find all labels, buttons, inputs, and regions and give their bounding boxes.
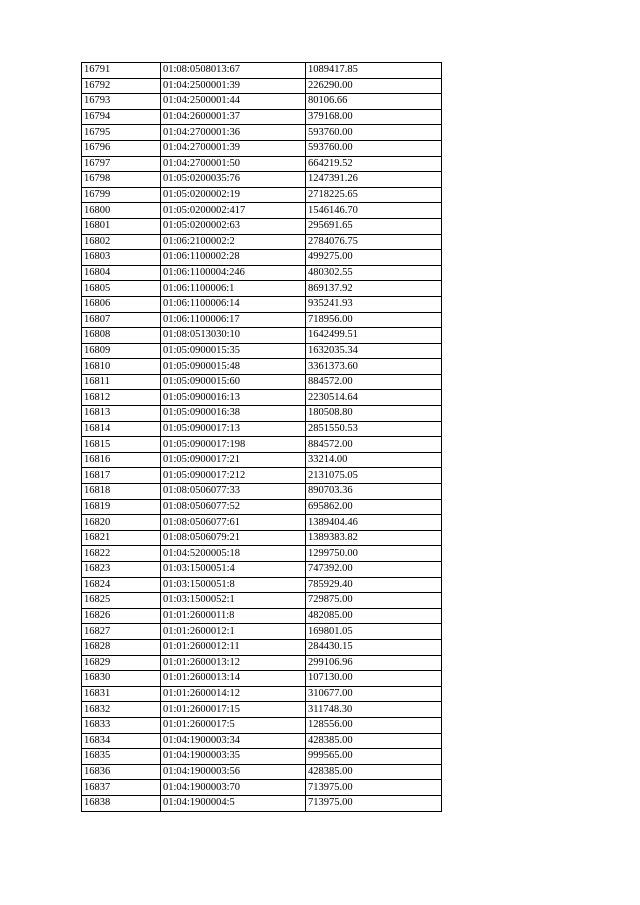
table-row: [82, 733, 442, 749]
table-row: [82, 530, 442, 546]
value-cell: 999565.00: [306, 749, 442, 765]
value-cell: 428385.00: [306, 733, 442, 749]
value-cell: 499275.00: [306, 250, 442, 266]
table-row: [82, 218, 442, 234]
row-number-cell: 16830: [82, 671, 161, 687]
row-number-cell: 16796: [82, 140, 161, 156]
row-number-cell: 16791: [82, 63, 161, 79]
cadastral-number-cell: 01:01:2600017:5: [161, 717, 306, 733]
table-row: [82, 795, 442, 811]
row-number-cell: 16814: [82, 421, 161, 437]
table-row: [82, 172, 442, 188]
row-number-cell: 16832: [82, 702, 161, 718]
row-number-cell: 16824: [82, 577, 161, 593]
table-row: [82, 780, 442, 796]
value-cell: 1247391.26: [306, 172, 442, 188]
cadastral-number-cell: 01:06:1100006:17: [161, 312, 306, 328]
table-row: [82, 328, 442, 344]
table-row: [82, 562, 442, 578]
value-cell: 729875.00: [306, 593, 442, 609]
value-cell: 107130.00: [306, 671, 442, 687]
table-row: [82, 452, 442, 468]
row-number-cell: 16818: [82, 484, 161, 500]
value-cell: 785929.40: [306, 577, 442, 593]
value-cell: 869137.92: [306, 281, 442, 297]
table-row: [82, 359, 442, 375]
row-number-cell: 16797: [82, 156, 161, 172]
row-number-cell: 16792: [82, 78, 161, 94]
cadastral-number-cell: 01:04:1900003:34: [161, 733, 306, 749]
cadastral-number-cell: 01:04:2700001:36: [161, 125, 306, 141]
row-number-cell: 16795: [82, 125, 161, 141]
value-cell: 3361373.60: [306, 359, 442, 375]
value-cell: 311748.30: [306, 702, 442, 718]
value-cell: 284430.15: [306, 639, 442, 655]
cadastral-number-cell: 01:01:2600017:15: [161, 702, 306, 718]
cadastral-number-cell: 01:05:0900017:212: [161, 468, 306, 484]
cadastral-number-cell: 01:08:0513030:10: [161, 328, 306, 344]
cadastral-number-cell: 01:05:0900017:198: [161, 437, 306, 453]
cadastral-number-cell: 01:04:2700001:50: [161, 156, 306, 172]
row-number-cell: 16835: [82, 749, 161, 765]
value-cell: 1546146.70: [306, 203, 442, 219]
table-row: [82, 94, 442, 110]
cadastral-number-cell: 01:03:1500051:8: [161, 577, 306, 593]
row-number-cell: 16837: [82, 780, 161, 796]
cadastral-number-cell: 01:01:2600013:14: [161, 671, 306, 687]
row-number-cell: 16807: [82, 312, 161, 328]
table-row: [82, 546, 442, 562]
table-row: [82, 717, 442, 733]
value-cell: 80106.66: [306, 94, 442, 110]
cadastral-number-cell: 01:04:2600001:37: [161, 109, 306, 125]
cadastral-number-cell: 01:04:1900003:56: [161, 764, 306, 780]
cadastral-number-cell: 01:06:1100006:1: [161, 281, 306, 297]
value-cell: 2230514.64: [306, 390, 442, 406]
cadastral-number-cell: 01:06:1100002:28: [161, 250, 306, 266]
row-number-cell: 16813: [82, 406, 161, 422]
table-row: [82, 593, 442, 609]
table-row: [82, 374, 442, 390]
cadastral-number-cell: 01:06:1100004:246: [161, 265, 306, 281]
value-cell: 169801.05: [306, 624, 442, 640]
row-number-cell: 16825: [82, 593, 161, 609]
row-number-cell: 16834: [82, 733, 161, 749]
table-body: [82, 63, 442, 812]
row-number-cell: 16820: [82, 515, 161, 531]
row-number-cell: 16823: [82, 562, 161, 578]
cadastral-number-cell: 01:05:0900016:13: [161, 390, 306, 406]
table-row: [82, 499, 442, 515]
table-row: [82, 608, 442, 624]
value-cell: 310677.00: [306, 686, 442, 702]
table-row: [82, 437, 442, 453]
cadastral-number-cell: 01:05:0900015:35: [161, 343, 306, 359]
value-cell: 428385.00: [306, 764, 442, 780]
value-cell: 695862.00: [306, 499, 442, 515]
cadastral-number-cell: 01:03:1500051:4: [161, 562, 306, 578]
table-row: [82, 655, 442, 671]
cadastral-number-cell: 01:04:2500001:44: [161, 94, 306, 110]
cadastral-number-cell: 01:05:0900017:13: [161, 421, 306, 437]
table-row: [82, 296, 442, 312]
row-number-cell: 16804: [82, 265, 161, 281]
value-cell: 718956.00: [306, 312, 442, 328]
row-number-cell: 16819: [82, 499, 161, 515]
row-number-cell: 16828: [82, 639, 161, 655]
value-cell: 128556.00: [306, 717, 442, 733]
table-row: [82, 203, 442, 219]
value-cell: 299106.96: [306, 655, 442, 671]
table-row: [82, 281, 442, 297]
value-cell: 226290.00: [306, 78, 442, 94]
cadastral-number-cell: 01:03:1500052:1: [161, 593, 306, 609]
value-cell: 664219.52: [306, 156, 442, 172]
value-cell: 884572.00: [306, 437, 442, 453]
cadastral-number-cell: 01:06:2100002:2: [161, 234, 306, 250]
table-row: [82, 468, 442, 484]
cadastral-number-cell: 01:01:2600014:12: [161, 686, 306, 702]
row-number-cell: 16802: [82, 234, 161, 250]
cadastral-number-cell: 01:08:0506077:61: [161, 515, 306, 531]
cadastral-number-cell: 01:04:5200005:18: [161, 546, 306, 562]
row-number-cell: 16793: [82, 94, 161, 110]
row-number-cell: 16794: [82, 109, 161, 125]
table-row: [82, 686, 442, 702]
table-row: [82, 156, 442, 172]
value-cell: 1389404.46: [306, 515, 442, 531]
row-number-cell: 16817: [82, 468, 161, 484]
cadastral-number-cell: 01:05:0900015:48: [161, 359, 306, 375]
value-cell: 180508.80: [306, 406, 442, 422]
table-row: [82, 406, 442, 422]
value-cell: 935241.93: [306, 296, 442, 312]
table-row: [82, 109, 442, 125]
cadastral-number-cell: 01:05:0900015:60: [161, 374, 306, 390]
value-cell: 33214.00: [306, 452, 442, 468]
row-number-cell: 16801: [82, 218, 161, 234]
cadastral-number-cell: 01:04:1900003:70: [161, 780, 306, 796]
cadastral-number-cell: 01:06:1100006:14: [161, 296, 306, 312]
cadastral-number-cell: 01:08:0506077:33: [161, 484, 306, 500]
row-number-cell: 16826: [82, 608, 161, 624]
value-cell: 295691.65: [306, 218, 442, 234]
value-cell: 713975.00: [306, 795, 442, 811]
value-cell: 747392.00: [306, 562, 442, 578]
value-cell: 2131075.05: [306, 468, 442, 484]
cadastral-number-cell: 01:01:2600012:11: [161, 639, 306, 655]
table-row: [82, 250, 442, 266]
value-cell: 593760.00: [306, 125, 442, 141]
cadastral-number-cell: 01:05:0200035:76: [161, 172, 306, 188]
table-row: [82, 577, 442, 593]
value-cell: 482085.00: [306, 608, 442, 624]
table-row: [82, 749, 442, 765]
row-number-cell: 16829: [82, 655, 161, 671]
table-row: [82, 390, 442, 406]
row-number-cell: 16798: [82, 172, 161, 188]
row-number-cell: 16803: [82, 250, 161, 266]
table-row: [82, 78, 442, 94]
table-row: [82, 484, 442, 500]
value-cell: 1299750.00: [306, 546, 442, 562]
table-row: [82, 187, 442, 203]
row-number-cell: 16799: [82, 187, 161, 203]
table-row: [82, 702, 442, 718]
cadastral-number-cell: 01:01:2600011:8: [161, 608, 306, 624]
cadastral-number-cell: 01:05:0200002:63: [161, 218, 306, 234]
row-number-cell: 16808: [82, 328, 161, 344]
table-row: [82, 234, 442, 250]
value-cell: 713975.00: [306, 780, 442, 796]
table-row: [82, 421, 442, 437]
table-row: [82, 63, 442, 79]
cadastral-number-cell: 01:01:2600012:1: [161, 624, 306, 640]
cadastral-number-cell: 01:08:0506077:52: [161, 499, 306, 515]
table-row: [82, 671, 442, 687]
cadastral-number-cell: 01:04:2700001:39: [161, 140, 306, 156]
value-cell: 1632035.34: [306, 343, 442, 359]
cadastral-number-cell: 01:08:0506079:21: [161, 530, 306, 546]
table-row: [82, 312, 442, 328]
table-row: [82, 515, 442, 531]
row-number-cell: 16800: [82, 203, 161, 219]
table-row: [82, 265, 442, 281]
value-cell: 379168.00: [306, 109, 442, 125]
cadastral-number-cell: 01:04:1900003:35: [161, 749, 306, 765]
row-number-cell: 16810: [82, 359, 161, 375]
row-number-cell: 16836: [82, 764, 161, 780]
table-row: [82, 140, 442, 156]
value-cell: 890703.36: [306, 484, 442, 500]
table-row: [82, 125, 442, 141]
row-number-cell: 16811: [82, 374, 161, 390]
cadastral-number-cell: 01:05:0900016:38: [161, 406, 306, 422]
table-row: [82, 764, 442, 780]
row-number-cell: 16831: [82, 686, 161, 702]
row-number-cell: 16815: [82, 437, 161, 453]
value-cell: 884572.00: [306, 374, 442, 390]
row-number-cell: 16821: [82, 530, 161, 546]
table-row: [82, 343, 442, 359]
row-number-cell: 16806: [82, 296, 161, 312]
value-cell: 2784076.75: [306, 234, 442, 250]
row-number-cell: 16827: [82, 624, 161, 640]
row-number-cell: 16822: [82, 546, 161, 562]
row-number-cell: 16838: [82, 795, 161, 811]
value-cell: 2851550.53: [306, 421, 442, 437]
row-number-cell: 16816: [82, 452, 161, 468]
data-table: [81, 62, 442, 812]
cadastral-number-cell: 01:01:2600013:12: [161, 655, 306, 671]
row-number-cell: 16833: [82, 717, 161, 733]
value-cell: 480302.55: [306, 265, 442, 281]
value-cell: 593760.00: [306, 140, 442, 156]
table-row: [82, 639, 442, 655]
value-cell: 2718225.65: [306, 187, 442, 203]
value-cell: 1389383.82: [306, 530, 442, 546]
row-number-cell: 16812: [82, 390, 161, 406]
cadastral-number-cell: 01:04:1900004:5: [161, 795, 306, 811]
table-row: [82, 624, 442, 640]
row-number-cell: 16805: [82, 281, 161, 297]
value-cell: 1642499.51: [306, 328, 442, 344]
cadastral-number-cell: 01:05:0900017:21: [161, 452, 306, 468]
cadastral-number-cell: 01:05:0200002:417: [161, 203, 306, 219]
cadastral-number-cell: 01:05:0200002:19: [161, 187, 306, 203]
cadastral-number-cell: 01:04:2500001:39: [161, 78, 306, 94]
cadastral-number-cell: 01:08:0508013:67: [161, 63, 306, 79]
value-cell: 1089417.85: [306, 63, 442, 79]
row-number-cell: 16809: [82, 343, 161, 359]
